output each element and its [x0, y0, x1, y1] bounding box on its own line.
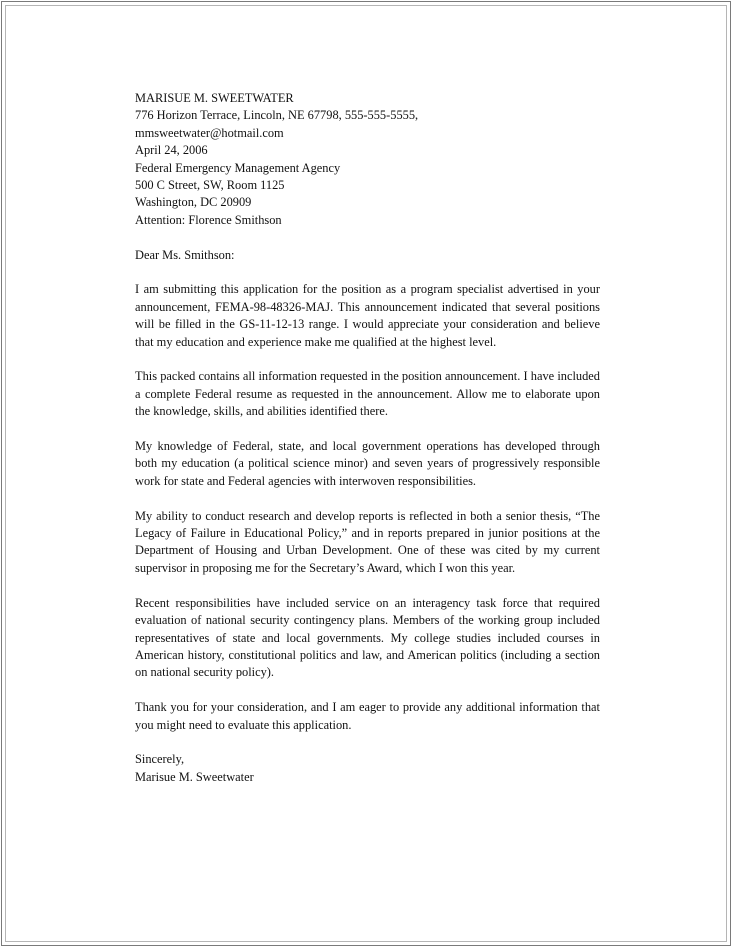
body-paragraph-1: I am submitting this application for the position as a program specialist advertised in your announcement, FEMA-98-48326-MAJ. This announcement indicated that several positions will be filled in the GS-11-12-13 range. I would appreciate your consideration and believe that my education and experience make me qualified at the highest level.	[135, 282, 600, 349]
letter-header	[135, 90, 600, 229]
body-paragraph-4: My ability to conduct research and develop reports is reflected in both a senior thesis, “The Legacy of Failure in Educational Policy,” and in reports prepared in junior positions at the Department of Housing and Urban Development. One of these was cited by my current supervisor in proposing me for the Secretary’s Award, which I won this year.	[135, 508, 600, 575]
sender-name: MARISUE M. SWEETWATER	[135, 91, 294, 105]
body-paragraph-3: My knowledge of Federal, state, and local government operations has developed through both my education (a political science minor) and seven years of progressively responsible work for state and Federal agencies with interwoven responsibilities.	[135, 439, 600, 488]
recipient-street: 500 C Street, SW, Room 1125	[135, 178, 285, 193]
body-paragraph-5: Recent responsibilities have included service on an interagency task force that required evaluation of national security contingency plans. Members of the working group included representatives of state and local governments. My college studies included courses in American history, constitutional politics and law, and American politics (including a section on national security policy).	[135, 595, 600, 680]
letter-closing	[135, 751, 600, 786]
recipient-organization: Federal Emergency Management Agency	[135, 160, 341, 175]
cover-letter	[135, 90, 600, 786]
recipient-city: Washington, DC 20909	[135, 195, 252, 210]
sender-email: mmsweetwater@hotmail.com	[135, 125, 284, 140]
signature-name: Marisue M. Sweetwater	[135, 769, 254, 784]
recipient-attention: Attention: Florence Smithson	[135, 212, 282, 227]
body-paragraph-2: This packed contains all information requested in the position announcement. I have included a complete Federal resume as requested in the announcement. Allow me to elaborate upon the knowledge, skills, and abilities identified there.	[135, 369, 600, 419]
sender-address: 776 Horizon Terrace, Lincoln, NE 67798, 555-555-5555,	[135, 108, 419, 123]
letter-date: April 24, 2006	[135, 143, 208, 158]
salutation: Dear Ms. Smithson:	[135, 247, 235, 262]
valediction: Sincerely,	[135, 752, 185, 767]
body-paragraph-6: Thank you for your consideration, and I am eager to provide any additional information that you might need to evaluate this application.	[135, 700, 600, 732]
